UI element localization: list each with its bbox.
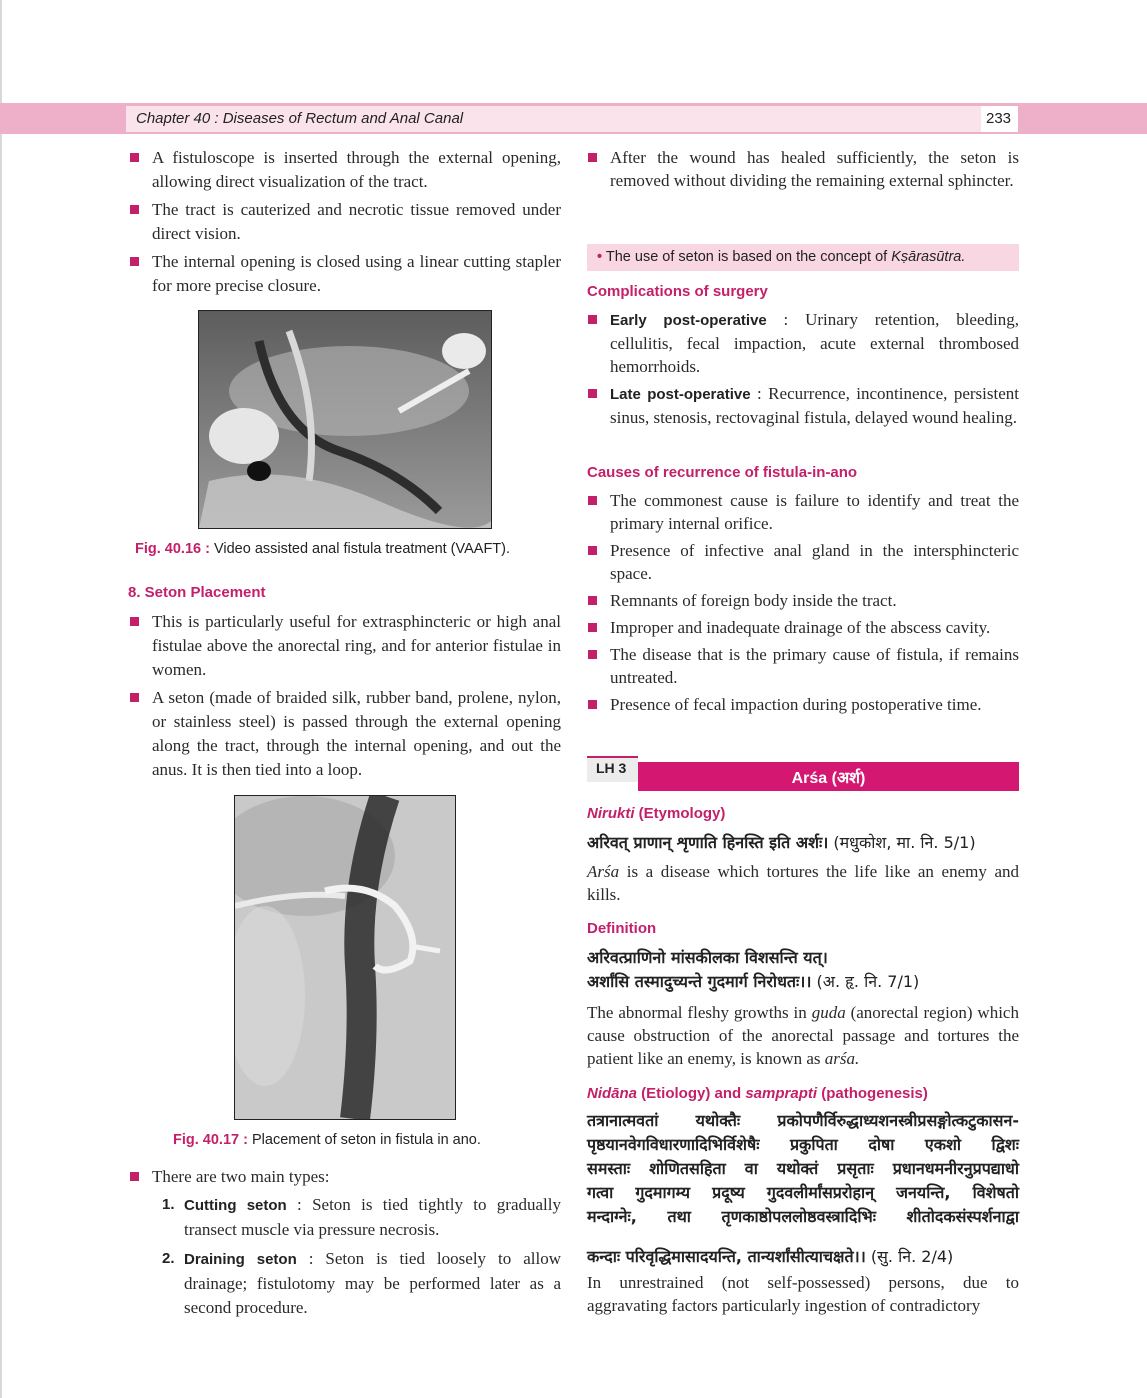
heading-italic: Nirukti [587,805,635,822]
definition-part: The abnormal fleshy growths in [587,1003,812,1022]
verse-reference: (मधुकोश, मा. नि. 5/1) [828,833,976,852]
vaaft-photo-illustration [199,311,491,528]
caption-text: Video assisted anal fistula treatment (VAAFT). [213,541,511,557]
nirukti-heading [587,805,725,822]
page-edge [0,0,2,1398]
figure-number: Fig. 40.16 : [135,541,210,557]
nidana-translation: In unrestrained (not self-possessed) persons, due to aggravating factors particularly ingestion of contradictory [587,1273,1019,1315]
definition-verse [587,946,1019,994]
item-term: Cutting seton [184,1197,287,1214]
item-text: : Seton is tied loosely to allow drainage; fistulotomy may be performed later as a second procedure. [184,1249,561,1317]
learning-hour-label: LH 3 [596,760,627,776]
vaaft-photo [198,310,492,529]
heading-plain: (Etymology) [634,805,726,822]
nidana-heading [587,1085,928,1102]
heading-italic: Nidāna [587,1085,638,1102]
verse-text: अरिवत् प्राणान् शृणाति हिनस्ति इति अर्शः। [587,833,829,852]
list-item: Presence of fecal impaction during postoperative time. [586,693,1019,716]
list-item: There are two main types: [128,1165,561,1189]
meaning-text: is a disease which tortures the life like an enemy and kills. [587,862,1019,904]
chapter-title: Chapter 40 : Diseases of Rectum and Anal Canal [136,110,464,127]
term-arsa: Arśa [587,862,620,881]
item-term: Draining seton [184,1251,297,1268]
list-item: Remnants of foreign body inside the tract. [586,589,1019,612]
definition-part: (anorectal region) which cause obstruction of the anorectal passage and tortures the patient like an enemy, is known as [587,1003,1019,1068]
item-number: 2. [162,1250,175,1267]
verse-line: अर्शांसि तस्मादुच्यन्ते गुदमार्ग निरोधतः।। [587,972,812,991]
list-item [162,1193,561,1242]
verse-reference: (सु. नि. 2/4) [865,1247,954,1266]
list-item: Improper and inadequate drainage of the abscess cavity. [586,616,1019,639]
list-item [162,1247,561,1320]
seton-photo-illustration [235,796,455,1119]
list-item [586,382,1019,429]
caption-text: Placement of seton in fistula in ano. [251,1132,481,1148]
heading-plain: (Etiology) and [637,1085,746,1102]
vaaft-steps-list [128,146,561,298]
recurrence-list [586,489,1019,716]
term-arsa: arśa. [824,1049,860,1068]
seton-list [128,610,561,782]
list-item: This is particularly useful for extrasphincteric or high anal fistulae above the anorectal ring, and for anterior fistulae in women. [128,610,561,682]
seton-types-intro [128,1165,561,1189]
list-item: Presence of infective anal gland in the intersphincteric space. [586,539,1019,585]
list-item [586,308,1019,378]
verse-line: कन्दाः परिवृद्धिमासादयन्ति, तान्यर्शांसीत्याचक्षते।। [587,1247,866,1266]
definition-text [587,1001,1019,1070]
seton-types-list [162,1193,561,1320]
list-item: A fistuloscope is inserted through the external opening, allowing direct visualization of the tract. [128,146,561,194]
note-text-italic: Kṣārasūtra. [891,249,966,265]
complications-heading: Complications of surgery [587,283,768,300]
note-text [597,249,965,265]
item-number: 1. [162,1196,175,1213]
nidana-verse [587,1109,1019,1229]
figure-number: Fig. 40.17 : [173,1132,248,1148]
verse-reference: (अ. हृ. नि. 7/1) [811,972,920,991]
item-text: : Seton is tied tightly to gradually transect muscle via pressure necrosis. [184,1195,561,1239]
complications-list [586,308,1019,429]
seton-photo [234,795,456,1120]
seton-removal-list [586,146,1019,192]
note-text-plain: The use of seton is based on the concept of [605,249,892,265]
list-item: After the wound has healed sufficiently, the seton is removed without dividing the remaining external sphincter. [586,146,1019,192]
section-title: Arśa (अर्श) [791,770,866,787]
verse-line: मन्दाग्नेः, तथा तृणकाष्ठोपललोष्ठवस्त्रादिभिः शीतोदकसंस्पर्शनाद्वा [587,1207,1019,1226]
verse-line: समस्ताः शोणितसहिता वा यथोक्तं प्रसृताः प्रधानधमनीरनुप्रपद्याधो [587,1159,1019,1178]
recurrence-heading: Causes of recurrence of fistula-in-ano [587,464,858,481]
verse-line: गत्वा गुदमागम्य प्रदूष्य गुदवलीर्मांसप्ररोहान् जनयन्ति, विशेषतो [587,1183,1019,1202]
list-item: The tract is cauterized and necrotic tissue removed under direct vision. [128,198,561,246]
nirukti-verse [587,831,1019,855]
item-text: : Urinary retention, bleeding, cellulitis, fecal impaction, acute external thrombosed hemorrhoids. [610,310,1019,376]
verse-line: पृष्ठयानवेगविधारणादिभिर्विशेषैः प्रकुपिता दोषा एकशो द्विशः [587,1135,1019,1154]
nidana-verse-last [587,1245,1019,1269]
term-guda: guda [811,1003,846,1022]
note-bullet: • [597,249,603,265]
list-item: The internal opening is closed using a linear cutting stapler for more precise closure. [128,250,561,298]
verse-line: अरिवत्प्राणिनो मांसकीलका विशसन्ति यत्। [587,948,828,967]
item-term: Early post-operative [610,312,767,329]
nirukti-meaning [587,860,1019,906]
item-text: : Recurrence, incontinence, persistent sinus, stenosis, rectovaginal fistula, delayed wound healing. [610,384,1019,427]
verse-line: तत्रानात्मवतां यथोक्तैः प्रकोपणैर्विरुद्धाध्यशनस्त्रीप्रसङ्गोत्कटुकासन- [587,1111,1019,1130]
page-number: 233 [986,110,1012,127]
list-item: A seton (made of braided silk, rubber band, prolene, nylon, or stainless steel) is passed through the external opening along the tract, through the internal opening, and out the anus. It is then tied into a loop. [128,686,561,782]
heading-plain: (pathogenesis) [817,1085,928,1102]
definition-heading: Definition [587,920,657,937]
heading-italic: samprapti [745,1085,818,1102]
figure-caption [173,1132,481,1148]
list-item: The disease that is the primary cause of fistula, if remains untreated. [586,643,1019,689]
figure-caption [135,541,510,557]
list-item: The commonest cause is failure to identify and treat the primary internal orifice. [586,489,1019,535]
seton-heading: 8. Seton Placement [128,584,266,601]
item-term: Late post-operative [610,386,751,403]
